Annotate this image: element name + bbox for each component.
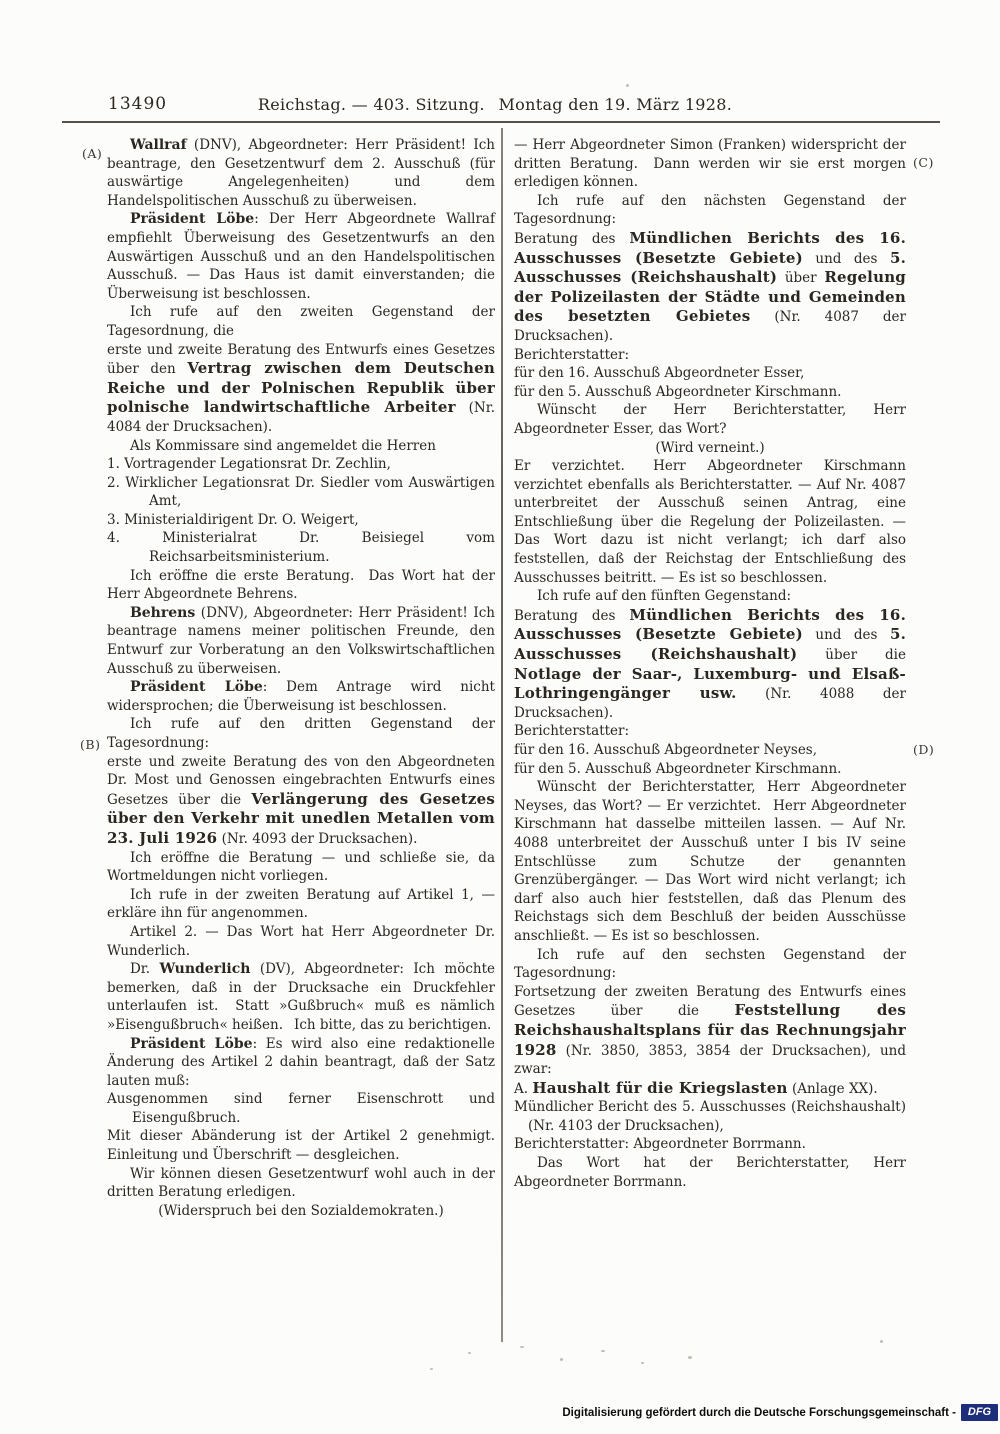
- paragraph: — Herr Abgeordneter Simon (Franken) widerspricht der dritten Beratung. Dann werden wir sie erst morgen erledigen können.: [514, 137, 906, 191]
- paragraph: Wir können diesen Gesetzentwurf wohl auch in der dritten Beratung erledigen.: [107, 1165, 495, 1201]
- digitization-footer: [562, 1404, 998, 1421]
- scan-speckle: [430, 1368, 433, 1370]
- report-reference: Mündlicher Bericht des 5. Ausschusses (Reichshaushalt) (Nr. 4103 der Drucksachen),: [514, 1099, 906, 1134]
- column-left: [107, 136, 495, 1220]
- scan-speckle: [560, 1358, 563, 1361]
- speech-behrens: Behrens (DNV), Abgeordneter: Herr Präsident! Ich beantrage namens meiner politischen Freunde, den Entwurf zur Vorberatung an den Volkswirtschaftlichen Ausschuß zu überweisen.: [107, 604, 495, 677]
- speech-wallraf: Wallraf (DNV), Abgeordneter: Herr Präsident! Ich beantrage, den Gesetzentwurf dem 2. Ausschuß (für auswärtige Angelegenheiten) und dem Handelspolitischen Ausschuß zu überweisen.: [107, 137, 495, 209]
- paragraph: Er verzichtet. Herr Abgeordneter Kirschmann verzichtet ebenfalls als Berichterstatter. — Auf Nr. 4087 unterbreitet der Ausschuß seinen Antrag, eine Entschließung über die Regelung der Polizeilasten. — Das Wort dazu ist nicht verlangt; ich darf also feststellen, daß der Reichstag der Entschließung des Ausschusses beitritt. — Es ist so beschlossen.: [514, 458, 906, 586]
- paragraph: Ich rufe auf den fünften Gegenstand:: [536, 588, 792, 605]
- page-number: 13490: [108, 94, 168, 114]
- scan-speckle: [626, 84, 629, 87]
- speech-praesident-loebe: Präsident Löbe: Es wird also eine redaktionelle Änderung des Artikel 2 dahin beantragt, daß der Satz lauten muß:: [107, 1035, 495, 1089]
- dfg-logo: DFG: [961, 1404, 998, 1421]
- scan-speckle: [641, 1362, 644, 1364]
- page-header: Reichstag. — 403. Sitzung. Montag den 19. März 1928.: [257, 95, 733, 114]
- rapporteur-entry: für den 16. Ausschuß Abgeordneter Esser,: [514, 365, 805, 382]
- speech-praesident-loebe: Präsident Löbe: Der Herr Abgeordnete Wallraf empfiehlt Überweisung des Gesetzentwurfs an den Auswärtigen Ausschuß und an den Handelspolitischen Ausschuß. — Das Haus ist damit einverstanden; die Überweisung ist beschlossen.: [107, 211, 495, 302]
- scan-speckle: [520, 1346, 524, 1348]
- paragraph: Ich rufe auf den zweiten Gegenstand der Tagesordnung, die: [107, 304, 495, 339]
- rapporteur-heading: Berichterstatter:: [514, 346, 630, 363]
- scan-speckle: [880, 1340, 883, 1343]
- margin-letter-a: (A): [82, 146, 103, 161]
- scan-speckle: [688, 1356, 692, 1359]
- rapporteur-entry: Berichterstatter: Abgeordneter Borrmann.: [514, 1136, 806, 1153]
- column-divider: [501, 128, 503, 1342]
- digitization-credit: Digitalisierung gefördert durch die Deutsche Forschungsgemeinschaft -: [562, 1406, 956, 1419]
- list-item: 4. Ministerialrat Dr. Beisiegel vom Reichsarbeitsministerium.: [107, 530, 495, 566]
- scan-speckle: [468, 1352, 471, 1354]
- paragraph: Artikel 2. — Das Wort hat Herr Abgeordneter Dr. Wunderlich.: [107, 923, 495, 959]
- margin-letter-b: (B): [80, 737, 101, 752]
- rapporteur-entry: für den 5. Ausschuß Abgeordneter Kirschmann.: [514, 383, 842, 400]
- agenda-item-6: Fortsetzung der zweiten Beratung des Entwurfs eines Gesetzes über die Feststellung des Reichshaushaltsplans für das Rechnungsjahr 1928 (Nr. 3850, 3853, 3854 der Drucksachen), und zwar:: [514, 983, 907, 1078]
- paragraph: Als Kommissare sind angemeldet die Herren: [129, 437, 436, 454]
- stage-direction: (Widerspruch bei den Sozialdemokraten.): [158, 1202, 444, 1219]
- agenda-item-6a: A. Haushalt für die Kriegslasten (Anlage XX).: [514, 1078, 878, 1097]
- quoted-clause: Ausgenommen sind ferner Eisenschrott und Eisengußbruch.: [107, 1091, 495, 1126]
- paragraph: Wünscht der Berichterstatter, Herr Abgeordneter Neyses, das Wort? — Er verzichtet. Herr Abgeordneter Kirschmann hat dasselbe mitteilen lassen. — Auf Nr. 4088 unterbreitet der Ausschuß unter I bis IV seine Entschlüsse zum Schutze der genannten Grenzübergänger. — Das Wort wird nicht verlangt; ich darf also auch hier feststellen, daß das Plenum des Reichstags sich dem Beschluß der beiden Ausschüsse anschließt. — Es ist so beschlossen.: [514, 779, 906, 944]
- paragraph: Das Wort hat der Berichterstatter, Herr Abgeordneter Borrmann.: [514, 1155, 906, 1190]
- scan-speckle: [601, 1350, 605, 1352]
- agenda-item-5: Beratung des Mündlichen Berichts des 16. Ausschusses (Besetzte Gebiete) und des 5. Ausschusses (Reichshaushalt) über die Notlage der Saar-, Luxemburg- und Elsaß-Lothringengänger usw. (Nr. 4088 der Drucksachen).: [514, 605, 906, 721]
- agenda-item-4: Beratung des Mündlichen Berichts des 16. Ausschusses (Besetzte Gebiete) und des 5. Ausschusses (Reichshaushalt) über Regelung der Polizeilasten der Städte und Gemeinden des besetzten Gebietes (Nr. 4087 der Drucksachen).: [514, 228, 906, 344]
- rapporteur-heading: Berichterstatter:: [514, 723, 630, 740]
- header-rule: [62, 121, 940, 123]
- list-item: 1. Vortragender Legationsrat Dr. Zechlin,: [107, 456, 391, 473]
- agenda-item-2: erste und zweite Beratung des Entwurfs eines Gesetzes über den Vertrag zwischen dem Deutschen Reiche und der Polnischen Republik über polnische landwirtschaftliche Arbeiter (Nr. 4084 der Drucksachen).: [107, 341, 496, 435]
- paragraph: Ich rufe in der zweiten Beratung auf Artikel 1, — erkläre ihn für angenommen.: [107, 886, 495, 922]
- paragraph: Wünscht der Herr Berichterstatter, Herr Abgeordneter Esser, das Wort?: [514, 402, 906, 437]
- rapporteur-entry: für den 16. Ausschuß Abgeordneter Neyses,: [514, 742, 818, 758]
- paragraph: Ich rufe auf den dritten Gegenstand der Tagesordnung:: [107, 716, 495, 751]
- paragraph: Ich rufe auf den nächsten Gegenstand der Tagesordnung:: [514, 192, 906, 228]
- rapporteur-entry: für den 5. Ausschuß Abgeordneter Kirschmann.: [514, 760, 842, 777]
- paragraph: Ich eröffne die erste Beratung. Das Wort hat der Herr Abgeordnete Behrens.: [107, 567, 495, 603]
- stage-direction: (Wird verneint.): [655, 439, 765, 456]
- speech-wunderlich: Dr. Wunderlich (DV), Abgeordneter: Ich möchte bemerken, daß in der Drucksache ein Druckfehler unterlaufen ist. Statt »Gußbruch« muß es nämlich »Eisengußbruch« heißen. Ich bitte, das zu berichtigen.: [107, 961, 495, 1033]
- paragraph: Ich eröffne die Beratung — und schließe sie, da Wortmeldungen nicht vorliegen.: [107, 849, 495, 885]
- list-item: 2. Wirklicher Legationsrat Dr. Siedler vom Auswärtigen Amt,: [107, 474, 495, 510]
- column-right: [514, 136, 906, 1191]
- margin-letter-c: (C): [913, 155, 934, 170]
- list-item: 3. Ministerialdirigent Dr. O. Weigert,: [107, 511, 359, 528]
- paragraph: Ich rufe auf den sechsten Gegenstand der Tagesordnung:: [514, 946, 906, 982]
- agenda-item-3: erste und zweite Beratung des von den Abgeordneten Dr. Most und Genossen eingebrachten Entwurfs eines Gesetzes über die Verlängerung des Gesetzes über den Verkehr mit unedlen Metallen vom 23. Juli 1926 (Nr. 4093 der Drucksachen).: [107, 753, 496, 847]
- paragraph: Mit dieser Abänderung ist der Artikel 2 genehmigt. Einleitung und Überschrift — desgleichen.: [107, 1128, 495, 1164]
- margin-letter-d: (D): [913, 742, 935, 757]
- speech-praesident-loebe: Präsident Löbe: Dem Antrage wird nicht widersprochen; die Überweisung ist beschlossen.: [107, 679, 495, 714]
